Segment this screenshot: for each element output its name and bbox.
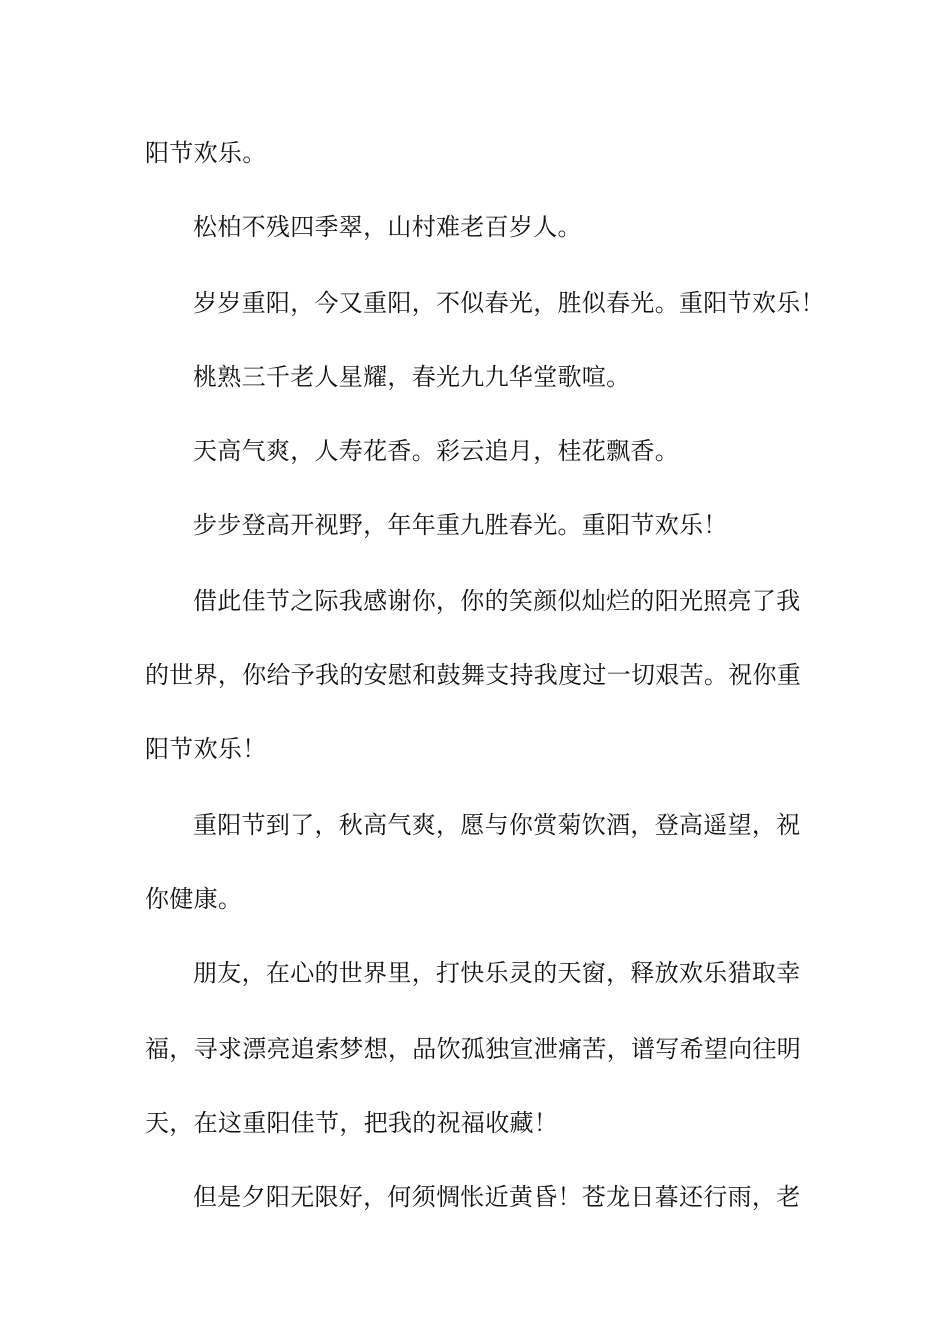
text-line: 桃熟三千老人星耀，春光九九华堂歌喧。 bbox=[193, 363, 631, 391]
text-line: 步步登高开视野，年年重九胜春光。重阳节欢乐！ bbox=[193, 511, 728, 539]
text-line: 但是夕阳无限好，何须惆怅近黄昏！苍龙日暮还行雨，老 bbox=[193, 1183, 801, 1211]
text-line: 重阳节到了，秋高气爽，愿与你赏菊饮酒，登高遥望，祝 bbox=[193, 811, 801, 839]
text-line: 天高气爽，人寿花香。彩云追月，桂花飘香。 bbox=[193, 437, 679, 465]
text-line: 阳节欢乐！ bbox=[145, 735, 267, 763]
text-line: 阳节欢乐。 bbox=[145, 139, 267, 167]
text-line: 天，在这重阳佳节，把我的祝福收藏！ bbox=[145, 1109, 559, 1137]
text-line: 借此佳节之际我感谢你，你的笑颜似灿烂的阳光照亮了我 bbox=[193, 587, 801, 615]
text-line: 的世界，你给予我的安慰和鼓舞支持我度过一切艰苦。祝你重 bbox=[145, 661, 802, 689]
text-line: 松柏不残四季翠，山村难老百岁人。 bbox=[193, 213, 582, 241]
text-line: 朋友，在心的世界里，打快乐灵的天窗，释放欢乐猎取幸 bbox=[193, 959, 801, 987]
text-line: 福，寻求漂亮追索梦想，品饮孤独宣泄痛苦，谱写希望向往明 bbox=[145, 1035, 802, 1063]
text-line: 岁岁重阳，今又重阳，不似春光，胜似春光。重阳节欢乐！ bbox=[193, 289, 825, 317]
text-line: 你健康。 bbox=[145, 885, 243, 913]
